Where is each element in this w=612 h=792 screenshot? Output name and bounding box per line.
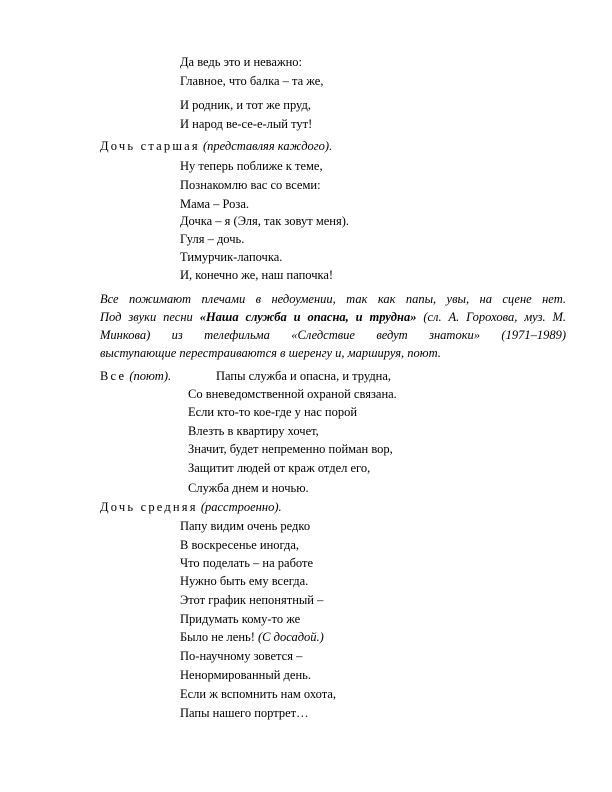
verse-line: Влезть в квартиру хочет,: [188, 424, 319, 438]
speaker-remark: (расстроенно).: [200, 500, 282, 514]
stage-direction-line: выступающие перестраиваются в шеренгу и, маршируя, поют.: [100, 346, 441, 360]
verse-line: Папы нашего портрет…: [180, 706, 309, 720]
verse-line: Познакомлю вас со всеми:: [180, 178, 321, 192]
verse-line: В воскресенье иногда,: [180, 538, 300, 552]
speaker-remark: (представляя каждого).: [202, 139, 333, 153]
stage-direction: [100, 290, 566, 362]
speaker-name: Дочь старшая: [100, 139, 200, 153]
verse-line: Если кто-то кое-где у нас порой: [188, 405, 358, 419]
verse-line: Да ведь это и неважно:: [180, 55, 303, 69]
verse-line: Служба днем и ночью.: [188, 481, 309, 495]
speaker-line-all: [100, 369, 171, 384]
speaker-line-eldest-daughter: [100, 139, 332, 154]
verse-line: Папу видим очень редко: [180, 519, 311, 533]
verse-line: По-научному зовется –: [180, 649, 303, 663]
verse-line-with-remark: [180, 630, 324, 645]
speaker-remark: (поют).: [129, 369, 172, 383]
verse-remark: (С досадой.): [258, 630, 324, 644]
verse-line: Что поделать – на работе: [180, 556, 314, 570]
verse-line: Этот график непонятный –: [180, 593, 324, 607]
stage-direction-text: (сл. А. Горохова, муз. М.: [416, 310, 566, 324]
verse-line: И народ ве-се-е-лый тут!: [180, 117, 313, 131]
verse-line: И, конечно же, наш папочка!: [180, 268, 334, 282]
verse-line: Папы служба и опасна, и трудна,: [216, 369, 392, 383]
verse-line: Значит, будет непременно пойман вор,: [188, 442, 393, 456]
speaker-line-middle-daughter: [100, 500, 282, 515]
verse-line: Дочка – я (Эля, так зовут меня).: [180, 214, 350, 228]
verse-line: Тимурчик-лапочка.: [180, 250, 283, 264]
verse-line: Гуля – дочь.: [180, 232, 245, 246]
speaker-name: Дочь средняя: [100, 500, 198, 514]
verse-line: Со вневедомственной охраной связана.: [188, 387, 397, 401]
verse-line: Нужно быть ему всегда.: [180, 574, 309, 588]
verse-line: Мама – Роза.: [180, 197, 250, 211]
stage-direction-text: Под звуки песни: [100, 310, 200, 324]
verse-line: И родник, и тот же пруд,: [180, 98, 312, 112]
verse-line: Защитит людей от краж отдел его,: [188, 461, 371, 475]
speaker-name: Все: [100, 369, 127, 383]
verse-line: Главное, что балка – та же,: [180, 74, 324, 88]
verse-line: Если ж вспомнить нам охота,: [180, 687, 337, 701]
song-title: «Наша служба и опасна, и трудна»: [199, 310, 417, 324]
stage-direction-line: [100, 308, 566, 326]
stage-direction-line: Все пожимают плечами в недоумении, так как папы, увы, на сцене нет.: [100, 292, 566, 306]
stage-direction-line: Минкова) из телефильма «Следствие ведут знатоки» (1971–1989): [100, 328, 566, 342]
verse-text: Было не лень!: [180, 630, 255, 644]
verse-line: Придумать кому-то же: [180, 612, 301, 626]
verse-line: Ненормированный день.: [180, 668, 311, 682]
verse-line: Ну теперь поближе к теме,: [180, 159, 323, 173]
